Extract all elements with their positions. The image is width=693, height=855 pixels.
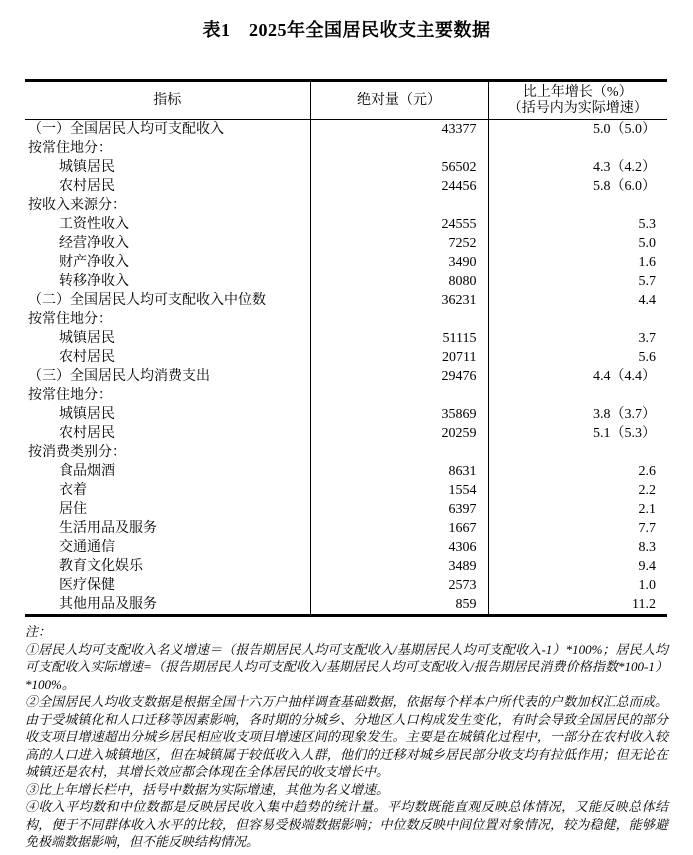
growth-cell [488, 386, 667, 405]
indicator-cell: 教育文化娱乐 [25, 557, 310, 576]
note-item: ③比上年增长栏中，括号中数据为实际增速，其他为名义增速。 [25, 781, 390, 797]
growth-cell: 4.4（4.4） [593, 369, 656, 384]
growth-cell: 8.3 [638, 540, 656, 555]
indicator-cell: 工资性收入 [25, 215, 310, 234]
notes-list [25, 641, 668, 851]
absolute-amount-cell: 24555 [310, 215, 488, 234]
note-item: ④收入平均数和中位数都是反映居民收入集中趋势的统计量。平均数既能直观反映总体情况，又能反映总体结构，便于不同群体收入水平的比较，但容易受极端数据影响；中位数反映中间位置对象情况，较为稳健，能够避免极端数据影响，但不能反映结构情况。 [25, 799, 668, 849]
table-body [25, 120, 667, 616]
growth-cell: 4.4 [638, 293, 656, 308]
indicator-cell: （二）全国居民人均可支配收入中位数 [25, 291, 310, 310]
indicator-cell: 按收入来源分： [25, 196, 310, 215]
note-item: ①居民人均可支配收入名义增速＝（报告期居民人均可支配收入/基期居民人均可支配收入-1）*100%；居民人均可支配收入实际增速=（报告期居民人均可支配收入/基期居民人均可支配收入/报告期居民消费价格指数*100-1）*100%。 [25, 641, 668, 692]
absolute-amount-cell [310, 139, 488, 158]
absolute-amount-cell: 36231 [310, 291, 488, 310]
table-row [25, 139, 667, 158]
growth-cell: 1.0 [638, 578, 656, 593]
table-row [25, 500, 667, 519]
absolute-amount-cell: 8631 [310, 462, 488, 481]
growth-cell: 3.7 [638, 331, 656, 346]
header-growth [488, 81, 667, 120]
table-row [25, 481, 667, 500]
indicator-cell: 按常住地分： [25, 310, 310, 329]
table-row [25, 329, 667, 348]
growth-cell: 7.7 [638, 521, 656, 536]
header-row [25, 81, 667, 120]
table-row [25, 215, 667, 234]
absolute-amount-cell: 6397 [310, 500, 488, 519]
growth-cell: 5.1（5.3） [593, 426, 656, 441]
growth-cell: 5.0（5.0） [593, 122, 656, 137]
table-row [25, 557, 667, 576]
indicator-cell: 转移净收入 [25, 272, 310, 291]
document-page [0, 16, 693, 855]
table-row [25, 519, 667, 538]
indicator-cell: 城镇居民 [25, 158, 310, 177]
table-row [25, 291, 667, 310]
indicator-cell: 按常住地分： [25, 139, 310, 158]
table-title: 表1 2025年全国居民收支主要数据 [202, 20, 491, 40]
table-row [25, 595, 667, 616]
absolute-amount-cell: 1554 [310, 481, 488, 500]
absolute-amount-cell: 20259 [310, 424, 488, 443]
header-growth-line2: （括号内为实际增速） [507, 100, 648, 116]
table-row [25, 120, 667, 140]
absolute-amount-cell [310, 196, 488, 215]
indicator-cell: 生活用品及服务 [25, 519, 310, 538]
absolute-amount-cell: 20711 [310, 348, 488, 367]
absolute-amount-cell: 859 [310, 595, 488, 616]
absolute-amount-cell: 7252 [310, 234, 488, 253]
table-row [25, 253, 667, 272]
table-row [25, 386, 667, 405]
header-indicator: 指标 [25, 81, 310, 120]
growth-cell: 5.6 [638, 350, 656, 365]
growth-cell: 4.3（4.2） [593, 160, 656, 175]
note-item: ②全国居民人均收支数据是根据全国十六万户抽样调查基础数据，依据每个样本户所代表的户数加权汇总而成。由于受城镇化和人口迁移等因素影响，各时期的分城乡、分地区人口构成发生变化，有时会导致全国居民的部分收支项目增速超出分城乡居民相应收支项目增速区间的现象发生。主要是在城镇化过程中，一部分在农村收入较高的人口进入城镇地区，但在城镇属于较低收入人群，他们的迁移对城乡居民部分收支均有拉低作用；但无论在城镇还是农村，其增长效应都会体现在全体居民的收支增长中。 [25, 694, 668, 779]
table-row [25, 234, 667, 253]
table-row [25, 405, 667, 424]
table-row [25, 443, 667, 462]
growth-cell: 11.2 [632, 597, 656, 612]
indicator-cell: 居住 [25, 500, 310, 519]
absolute-amount-cell: 51115 [310, 329, 488, 348]
indicator-cell: 城镇居民 [25, 329, 310, 348]
table-row [25, 538, 667, 557]
growth-cell: 2.6 [638, 464, 656, 479]
growth-cell: 5.7 [638, 274, 656, 289]
indicator-cell: 经营净收入 [25, 234, 310, 253]
indicator-cell: 城镇居民 [25, 405, 310, 424]
table-row [25, 576, 667, 595]
header-growth-line1: 比上年增长（%） [522, 84, 633, 100]
growth-cell [488, 310, 667, 329]
absolute-amount-cell [310, 443, 488, 462]
growth-cell [488, 139, 667, 158]
indicator-cell: 农村居民 [25, 177, 310, 196]
indicator-cell: （三）全国居民人均消费支出 [25, 367, 310, 386]
table-row [25, 424, 667, 443]
indicator-cell: 食品烟酒 [25, 462, 310, 481]
table-row [25, 272, 667, 291]
table-row [25, 462, 667, 481]
indicator-cell: 其他用品及服务 [25, 595, 310, 616]
indicator-cell: 农村居民 [25, 424, 310, 443]
header-absolute-amount: 绝对量（元） [310, 81, 488, 120]
income-expenditure-table [25, 79, 667, 617]
notes-label: 注： [25, 624, 52, 639]
absolute-amount-cell: 3489 [310, 557, 488, 576]
absolute-amount-cell: 8080 [310, 272, 488, 291]
table-row [25, 367, 667, 386]
growth-cell [488, 443, 667, 462]
table-row [25, 310, 667, 329]
growth-cell [488, 196, 667, 215]
table-row [25, 196, 667, 215]
growth-cell: 2.2 [638, 483, 656, 498]
growth-cell: 9.4 [638, 559, 656, 574]
growth-cell: 5.8（6.0） [593, 179, 656, 194]
table-row [25, 348, 667, 367]
growth-cell: 5.3 [638, 217, 656, 232]
indicator-cell: 按常住地分： [25, 386, 310, 405]
table-row [25, 177, 667, 196]
indicator-cell: 交通通信 [25, 538, 310, 557]
indicator-cell: 衣着 [25, 481, 310, 500]
absolute-amount-cell: 24456 [310, 177, 488, 196]
absolute-amount-cell: 35869 [310, 405, 488, 424]
indicator-cell: （一）全国居民人均可支配收入 [25, 120, 310, 140]
growth-cell: 5.0 [638, 236, 656, 251]
absolute-amount-cell: 1667 [310, 519, 488, 538]
indicator-cell: 农村居民 [25, 348, 310, 367]
absolute-amount-cell: 4306 [310, 538, 488, 557]
growth-cell: 3.8（3.7） [593, 407, 656, 422]
indicator-cell: 按消费类别分： [25, 443, 310, 462]
growth-cell: 1.6 [638, 255, 656, 270]
notes-section [25, 623, 668, 851]
absolute-amount-cell: 29476 [310, 367, 488, 386]
indicator-cell: 医疗保健 [25, 576, 310, 595]
growth-cell: 2.1 [638, 502, 656, 517]
absolute-amount-cell: 2573 [310, 576, 488, 595]
absolute-amount-cell [310, 310, 488, 329]
table-row [25, 158, 667, 177]
absolute-amount-cell: 3490 [310, 253, 488, 272]
absolute-amount-cell: 43377 [310, 120, 488, 140]
absolute-amount-cell: 56502 [310, 158, 488, 177]
indicator-cell: 财产净收入 [25, 253, 310, 272]
absolute-amount-cell [310, 386, 488, 405]
